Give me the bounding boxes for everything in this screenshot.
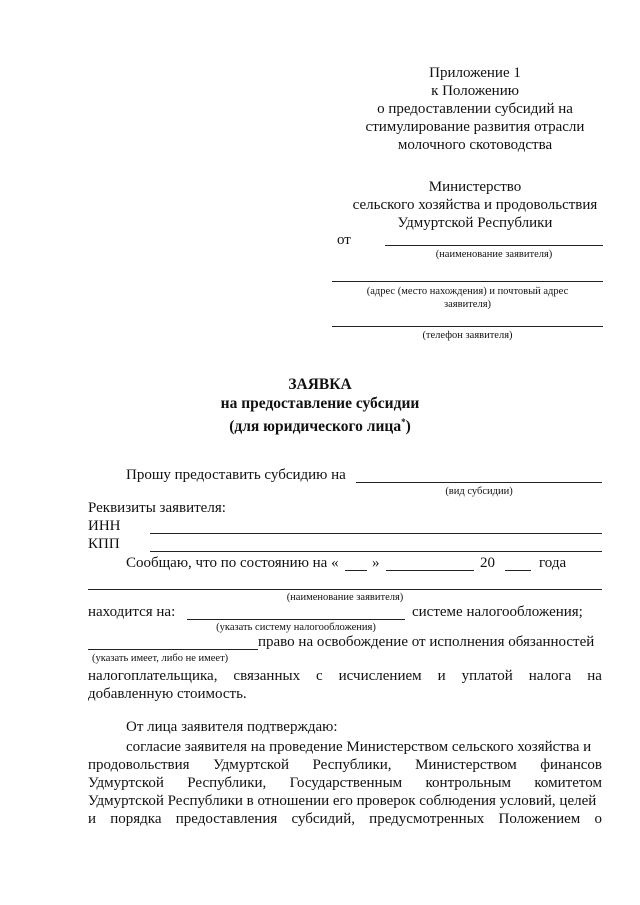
inn-line <box>150 533 602 534</box>
word: Министерством <box>415 757 517 773</box>
tax-system-text: системе налогообложения; <box>412 604 583 620</box>
title-for-text: (для юридического лица <box>229 418 402 436</box>
word: Положением <box>498 811 581 827</box>
document-title <box>0 375 640 436</box>
requisites-label: Реквизиты заявителя: <box>88 500 226 516</box>
taxpayer-line-2: добавленную стоимость. <box>88 686 247 702</box>
title-for <box>0 413 640 436</box>
from-label: от <box>337 232 351 248</box>
subsidy-caption: (вид субсидии) <box>445 486 513 497</box>
appendix-line: о предоставлении субсидий на <box>377 101 573 117</box>
applicant-line <box>88 589 602 590</box>
word: связанных <box>233 668 301 684</box>
taxpayer-line-1 <box>88 667 602 685</box>
phone-caption: (телефон заявителя) <box>422 330 513 341</box>
word: финансов <box>540 757 602 773</box>
title-sub: на предоставление субсидии <box>220 395 420 412</box>
word: продовольствия <box>88 757 190 773</box>
word: субсидий, <box>291 811 355 827</box>
word: Республики, <box>312 757 392 773</box>
day-line <box>345 570 367 571</box>
word: предусмотренных <box>369 811 485 827</box>
appendix-line: к Положению <box>431 83 519 99</box>
word: Государственным <box>289 775 403 791</box>
word: и <box>437 668 446 684</box>
consent-line-5 <box>88 810 602 828</box>
report-text: Сообщаю, что по состоянию на « <box>126 555 339 571</box>
kpp-line <box>150 551 602 552</box>
consent-line-1: согласие заявителя на проведение Министерством сельского хозяйства и <box>126 739 592 755</box>
word: исчислением <box>338 668 422 684</box>
word: Республики, <box>187 775 267 791</box>
applicant-name-caption: (наименование заявителя) <box>435 249 553 260</box>
appendix-block <box>330 64 620 154</box>
year-line <box>505 570 531 571</box>
title-close: ) <box>405 418 411 436</box>
addressee-block <box>330 178 620 232</box>
tax-system-caption: (указать систему налогообложения) <box>216 622 376 633</box>
word: на <box>587 668 602 684</box>
word: налогоплательщика, <box>88 668 218 684</box>
quote-close: » <box>372 555 380 571</box>
word: контрольным <box>425 775 512 791</box>
address-caption <box>332 285 603 311</box>
appendix-line: стимулирование развития отрасли <box>365 119 585 135</box>
word: налога <box>528 668 572 684</box>
title-main: ЗАЯВКА <box>288 376 352 393</box>
has-line <box>88 649 258 650</box>
word: предоставления <box>175 811 278 827</box>
consent-line-3 <box>88 774 602 792</box>
month-line <box>386 570 474 571</box>
kpp-label: КПП <box>88 536 120 552</box>
word: Удмуртской <box>88 775 164 791</box>
word: уплатой <box>461 668 513 684</box>
phone-line <box>332 326 603 327</box>
address-caption-line: (адрес (место нахождения) и почтовый адрес <box>366 286 569 297</box>
word: с <box>316 668 323 684</box>
address-line <box>332 281 603 282</box>
located-on-label: находится на: <box>88 604 176 620</box>
has-caption: (указать имеет, либо не имеет) <box>92 653 229 664</box>
year-suffix: года <box>539 555 567 571</box>
addressee-line: Министерство <box>428 179 522 195</box>
applicant-caption: (наименование заявителя) <box>286 592 404 603</box>
inn-label: ИНН <box>88 518 121 534</box>
consent-line-2 <box>88 756 602 774</box>
exemption-text: право на освобождение от исполнения обязанностей <box>258 634 595 650</box>
word: комитетом <box>534 775 602 791</box>
addressee-line: Удмуртской Республики <box>397 215 553 231</box>
word: о <box>594 811 602 827</box>
tax-system-line <box>187 619 405 620</box>
request-text: Прошу предоставить субсидию на <box>126 467 346 483</box>
confirm-intro: От лица заявителя подтверждаю: <box>126 719 338 735</box>
word: Удмуртской <box>213 757 289 773</box>
word: порядка <box>110 811 162 827</box>
word: и <box>88 811 97 827</box>
applicant-name-line <box>385 245 603 246</box>
consent-line-4: Удмуртской Республики в отношении его проверок соблюдения условий, целей <box>88 793 597 809</box>
appendix-line: молочного скотоводства <box>397 137 553 153</box>
address-caption-line: заявителя) <box>443 299 492 310</box>
addressee-line: сельского хозяйства и продовольствия <box>352 197 598 213</box>
subsidy-type-line <box>356 482 602 483</box>
footnote-asterisk: * <box>401 417 406 427</box>
appendix-line: Приложение 1 <box>429 65 521 81</box>
year-prefix: 20 <box>480 555 495 571</box>
